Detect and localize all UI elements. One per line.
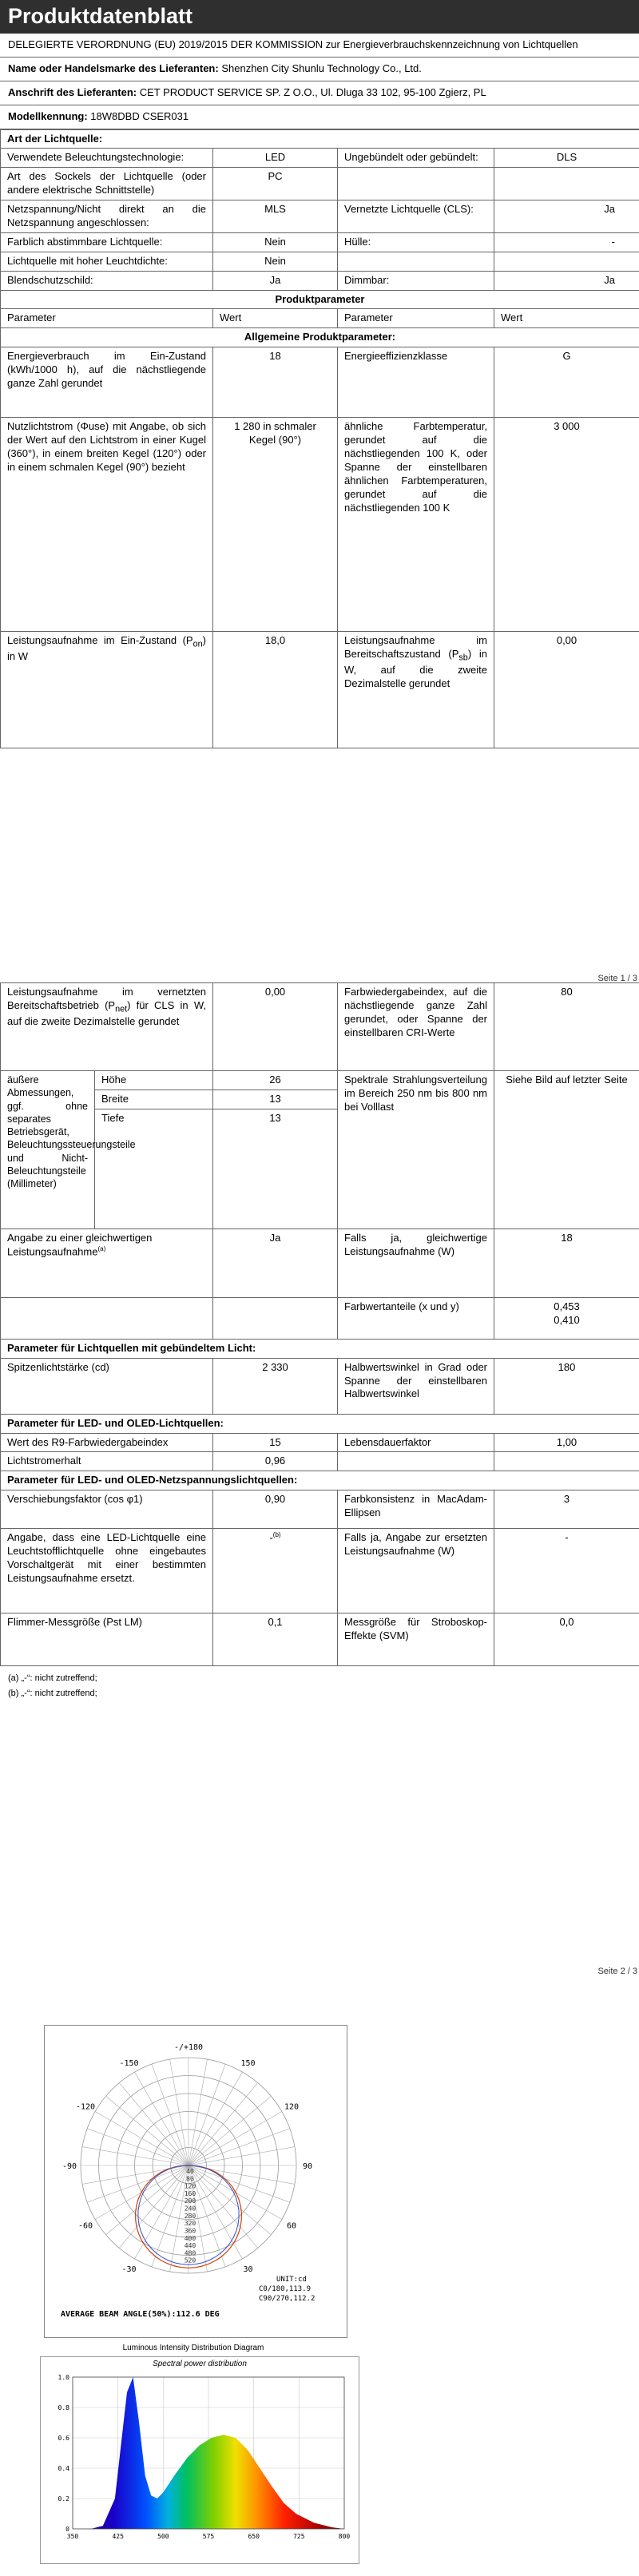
maintenance-value: 0,96 (213, 1452, 338, 1471)
energy-label: Energieverbrauch im Ein-Zustand (kWh/1000 h), auf die nächstliegende ganze Zahl gerundet (1, 347, 213, 418)
datasheet-table-1 (0, 129, 639, 749)
footnote-a: (a) „-“: nicht zutreffend; (8, 1673, 97, 1684)
net-standby-label: Leistungsaufnahme im vernetzten Bereitschaftsbetrieb $(P_{net})$ für CLS in W, auf die zweite Dezimalstelle gerundet (1, 983, 213, 1071)
colour-tunable-label: Farblich abstimmbare Lichtquelle: (1, 232, 213, 252)
survival-value: 1,00 (494, 1433, 639, 1452)
envelope-label: Hülle: (338, 232, 494, 252)
equiv-label: Angabe zu einer gleichwertigen Leistungsaufnahme$^{(a)}$ (1, 1228, 213, 1297)
connected-label: Vernetzte Lichtquelle (CLS): (338, 200, 494, 233)
spd-xtick: 500 (157, 2533, 169, 2540)
chroma-y: 0,410 (554, 1313, 580, 1326)
polar-radial-label: 240 (184, 2205, 196, 2213)
height-value: 26 (213, 1071, 338, 1090)
r9-label: Wert des R9-Farbwiedergabeindex (1, 1433, 213, 1452)
model-value: 18W8DBD CSER031 (90, 109, 189, 122)
class-label: Energieeffizienzklasse (338, 347, 494, 418)
replace-label: Falls ja, Angabe zur ersetzten Leistungsaufnahme (W) (338, 1529, 494, 1613)
depth-label: Tiefe (95, 1109, 213, 1228)
section-light-source-type: Art der Lichtquelle: (1, 129, 639, 149)
maintenance-label: Lichtstromerhalt (1, 1452, 213, 1471)
page-1 (0, 0, 639, 983)
polar-radial-label: 480 (184, 2249, 196, 2257)
energy-value: 18 (213, 347, 338, 418)
polar-angle-label: 150 (240, 2059, 256, 2068)
flux-value: 1 280 in schmaler Kegel (90°) (213, 418, 338, 632)
section-directional: Parameter für Lichtquellen mit gebündeltem Licht: (1, 1339, 639, 1358)
polar-angle-label: 120 (284, 2102, 300, 2112)
footnote-b: (b) „-“: nicht zutreffend; (8, 1688, 97, 1698)
undirected-label: Ungebündelt oder gebündelt: (338, 149, 494, 168)
col-header-value-2: Wert (494, 309, 639, 328)
supplier-name-value: Shenzhen City Shunlu Technology Co., Ltd. (221, 62, 422, 74)
spd-ytick: 0.2 (58, 2495, 69, 2503)
spd-title: Spectral power distribution (153, 2360, 247, 2368)
spd-ytick: 0.8 (58, 2404, 69, 2411)
consistency-label: Farbkonsistenz in MacAdam-Ellipsen (338, 1490, 494, 1529)
tech-value: LED (213, 149, 338, 168)
width-value: 13 (213, 1090, 338, 1109)
class-value: G (494, 347, 639, 418)
connected-value: Ja (494, 200, 639, 233)
high-lum-value: Nein (213, 252, 338, 271)
polar-diagram-frame (44, 2025, 347, 2338)
height-label: Höhe (95, 1071, 213, 1090)
cct-label: ähnliche Farbtemperatur, gerundet auf die nächstliegenden 100 K, oder Spanne der einstellbaren ähnlichen Farbtemperaturen, gerundet auf die nächstliegenden 100 K (338, 418, 494, 632)
polar-angle-label: -/+180 (173, 2043, 204, 2052)
col-header-value: Wert (213, 309, 338, 328)
beam-label: Halbwertswinkel in Grad oder Spanne der einstellbaren Halbwertswinkel (338, 1358, 494, 1414)
on-power-label: Leistungsaufnahme im Ein-Zustand $(P_{on})$ in W (1, 632, 213, 748)
replace-value: - (494, 1529, 639, 1613)
polar-radial-label: 520 (184, 2256, 196, 2264)
page-title: Produktdatenblatt (0, 0, 639, 34)
peak-label: Spitzenlichtstärke (cd) (1, 1358, 213, 1414)
r9-value: 15 (213, 1433, 338, 1452)
claim-value: -$^{(b)}$ (213, 1529, 338, 1613)
depth-value: 13 (213, 1109, 338, 1228)
polar-angle-label: -150 (119, 2059, 139, 2068)
spd-xtick: 425 (112, 2533, 124, 2540)
flux-label: Nutzlichtstrom (Φuse) mit Angabe, ob sich der Wert auf den Lichtstrom in einer Kugel (360°), in einem breiten Kegel (120°) oder in einem schmalen Kegel (90°) bezieht (1, 418, 213, 632)
strobo-label: Messgröße für Stroboskop-Effekte (SVM) (338, 1613, 494, 1666)
polar-angle-label: -90 (62, 2162, 77, 2171)
cct-value: 3 000 (494, 418, 639, 632)
polar-radial-label: 360 (184, 2227, 196, 2235)
polar-c90: C90/270,112.2 (259, 2295, 316, 2303)
polar-c0: C0/180,113.9 (259, 2285, 312, 2293)
section-product-params: Produktparameter (1, 290, 639, 309)
regulation-text: DELEGIERTE VERORDNUNG (EU) 2019/2015 DER KOMMISSION zur Energieverbrauchskennzeichnung von Lichtquellen (0, 34, 639, 58)
polar-angle-label: -30 (121, 2265, 137, 2274)
cri-label: Farbwiedergabeindex, auf die nächstliegende ganze Zahl gerundet, oder Spanne der einstellbaren CRI-Werte (338, 983, 494, 1071)
polar-radial-label: 400 (184, 2234, 196, 2242)
standby-value: 0,00 (494, 632, 639, 748)
polar-angle-label: -60 (77, 2221, 93, 2231)
chroma-label: Farbwertanteile (x und y) (338, 1297, 494, 1339)
polar-radial-label: 440 (184, 2242, 196, 2250)
supplier-address-row (0, 81, 639, 105)
spd-ytick: 0 (65, 2526, 69, 2533)
equiv-power-value: 18 (494, 1228, 639, 1297)
polar-radial-label: 320 (184, 2220, 196, 2228)
high-lum-label: Lichtquelle mit hoher Leuchtdichte: (1, 252, 213, 271)
anti-glare-value: Ja (213, 271, 338, 290)
model-label: Modellkennung: (8, 109, 88, 122)
claim-label: Angabe, dass eine LED-Lichtquelle eine Leuchtstofflichtquelle ohne eingebautes Vorschaltgerät mit einer bestimmten Leistungsaufnahme ersetzt. (1, 1529, 213, 1613)
spd-xtick: 575 (202, 2533, 215, 2540)
polar-radial-label: 200 (184, 2197, 196, 2205)
polar-caption: Luminous Intensity Distribution Diagram (122, 2344, 264, 2352)
spd-xtick: 800 (338, 2533, 351, 2540)
width-label: Breite (95, 1090, 213, 1109)
cap-value: PC (213, 168, 338, 200)
dimmable-value: Ja (494, 271, 639, 290)
polar-radial-label: 160 (184, 2189, 196, 2197)
page-2 (0, 982, 639, 1976)
equiv-value: Ja (213, 1228, 338, 1297)
mains-label: Netzspannung/Nicht direkt an die Netzspannung angeschlossen: (1, 200, 213, 233)
cri-value: 80 (494, 983, 639, 1071)
undirected-value: DLS (494, 149, 639, 168)
polar-angle-label: -120 (75, 2102, 96, 2112)
spd-chart (41, 2369, 359, 2561)
consistency-value: 3 (494, 1490, 639, 1529)
beam-angle-text: AVERAGE BEAM ANGLE(50%):112.6 DEG (61, 2309, 220, 2319)
dpf-label: Verschiebungsfaktor (cos φ1) (1, 1490, 213, 1529)
polar-radial-label: 120 (184, 2182, 196, 2190)
dpf-value: 0,90 (213, 1490, 338, 1529)
page-number-2: Seite 2 / 3 (597, 1967, 637, 1976)
spd-xtick: 350 (66, 2533, 79, 2540)
supplier-address-label: Anschrift des Lieferanten: (8, 85, 137, 98)
spd-value: Siehe Bild auf letzter Seite (494, 1071, 639, 1229)
spd-chart-frame (40, 2356, 359, 2564)
datasheet-table-2 (0, 982, 639, 1666)
standby-label: Leistungsaufnahme im Bereitschaftszustand $(P_{sb})$ in W, auf die zweite Dezimalstelle gerundet (338, 632, 494, 748)
cap-label: Art des Sockels der Lichtquelle (oder andere elektrische Schnittstelle) (1, 168, 213, 200)
dimmable-label: Dimmbar: (338, 271, 494, 290)
envelope-value: - (494, 232, 639, 252)
anti-glare-label: Blendschutzschild: (1, 271, 213, 290)
on-power-value: 18,0 (213, 632, 338, 748)
polar-angle-label: 90 (302, 2162, 313, 2171)
mains-value: MLS (213, 200, 338, 233)
col-header-param-2: Parameter (338, 309, 494, 328)
spd-xtick: 650 (248, 2533, 260, 2540)
section-led-oled: Parameter für LED- und OLED-Lichtquellen: (1, 1414, 639, 1433)
chroma-x: 0,453 (554, 1300, 580, 1312)
chroma-value (494, 1297, 639, 1339)
flicker-value: 0,1 (213, 1613, 338, 1666)
tech-label: Verwendete Beleuchtungstechnologie: (1, 149, 213, 168)
dimensions-label: äußere Abmessungen, ggf. ohne separates Betriebsgerät, Beleuchtungssteuerungsteile und Nicht-Beleuchtungsteile (Millimeter) (1, 1071, 95, 1229)
peak-value: 2 330 (213, 1358, 338, 1414)
polar-radial-label: 280 (184, 2212, 196, 2220)
supplier-name-row (0, 58, 639, 81)
section-general-params: Allgemeine Produktparameter: (1, 328, 639, 347)
col-header-param: Parameter (1, 309, 213, 328)
supplier-address-value: CET PRODUCT SERVICE SP. Z O.O., Ul. Dluga 33 102, 95-100 Zgierz, PL (139, 85, 486, 98)
equiv-power-label: Falls ja, gleichwertige Leistungsaufnahme (W) (338, 1228, 494, 1297)
polar-radial-label: 40 (186, 2168, 194, 2175)
spd-xtick: 725 (293, 2533, 305, 2540)
survival-label: Lebensdauerfaktor (338, 1433, 494, 1452)
spd-ytick: 0.4 (58, 2465, 69, 2472)
beam-value: 180 (494, 1358, 639, 1414)
spd-ytick: 0.6 (58, 2435, 69, 2442)
section-led-oled-mains: Parameter für LED- und OLED-Netzspannungslichtquellen: (1, 1471, 639, 1490)
colour-tunable-value: Nein (213, 232, 338, 252)
flicker-label: Flimmer-Messgröße (Pst LM) (1, 1613, 213, 1666)
spd-label: Spektrale Strahlungsverteilung im Bereich 250 nm bis 800 nm bei Volllast (338, 1071, 494, 1229)
page-number-1: Seite 1 / 3 (597, 974, 637, 983)
polar-diagram (45, 2026, 347, 2305)
polar-angle-label: 30 (243, 2265, 253, 2274)
supplier-name-label: Name oder Handelsmarke des Lieferanten: (8, 62, 219, 74)
polar-unit: UNIT:cd (276, 2276, 307, 2284)
net-standby-value: 0,00 (213, 983, 338, 1071)
model-row (0, 105, 639, 129)
polar-angle-label: 60 (286, 2221, 297, 2231)
polar-radial-label: 80 (186, 2175, 194, 2183)
strobo-value: 0,0 (494, 1613, 639, 1666)
spd-ytick: 1.0 (58, 2374, 69, 2381)
